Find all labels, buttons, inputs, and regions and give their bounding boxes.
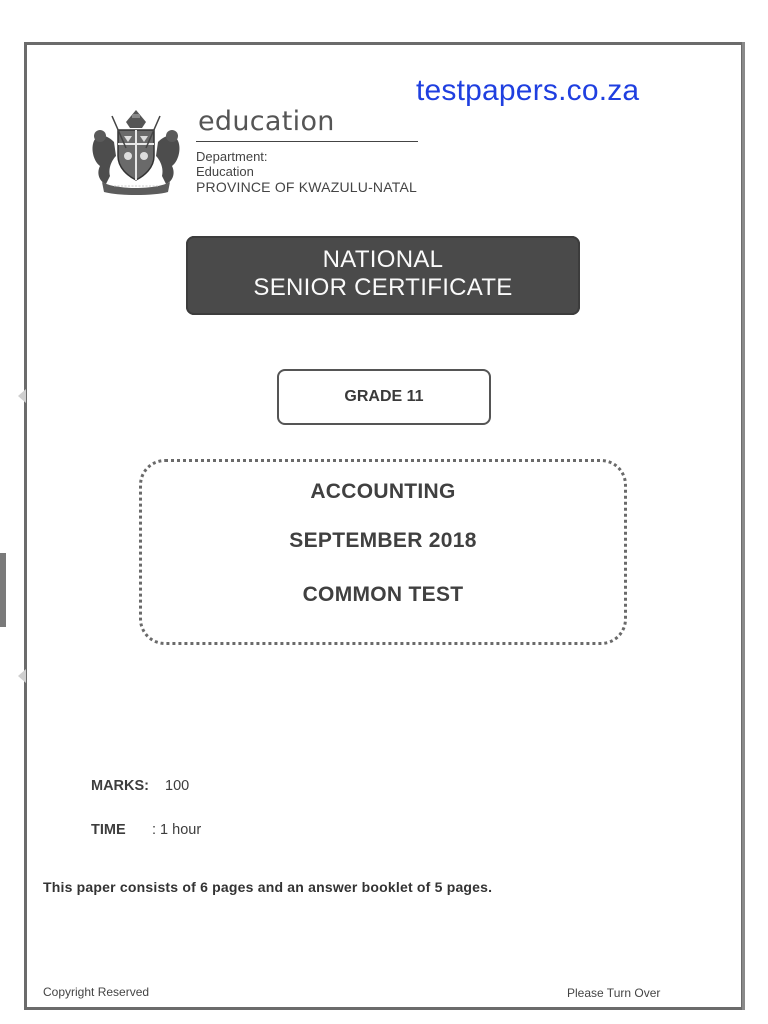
- education-heading: education: [198, 106, 335, 137]
- certificate-line-1: NATIONAL: [322, 246, 444, 273]
- scan-notch-lower: [18, 669, 26, 683]
- department-label: Department:: [196, 149, 268, 164]
- copyright-footer: Copyright Reserved: [43, 985, 150, 999]
- department-name: Education: [196, 164, 254, 179]
- exam-date: SEPTEMBER 2018: [289, 529, 477, 552]
- time-value: : 1 hour: [152, 822, 202, 838]
- certificate-line-2: SENIOR CERTIFICATE: [253, 274, 513, 301]
- subject-name: ACCOUNTING: [310, 480, 456, 503]
- pages-note: This paper consists of 6 pages and an answer booklet of 5 pages.: [43, 879, 493, 895]
- certificate-banner: [186, 236, 580, 315]
- marks-label: MARKS:: [91, 778, 149, 794]
- page-border-right: [742, 42, 745, 1010]
- province-name: PROVINCE OF KWAZULU-NATAL: [196, 179, 417, 195]
- education-underline: [196, 141, 418, 142]
- time-label: TIME: [91, 822, 126, 838]
- marks-value: 100: [165, 778, 190, 794]
- scan-notch-upper: [18, 389, 26, 403]
- subject-box: [139, 459, 627, 645]
- scan-edge-mark: [0, 553, 6, 627]
- grade-box: GRADE 11: [277, 369, 491, 425]
- watermark-text[interactable]: testpapers.co.za: [416, 74, 640, 107]
- exam-type: COMMON TEST: [302, 583, 464, 606]
- turn-over-footer: Please Turn Over: [567, 986, 661, 1000]
- coat-of-arms-icon: [86, 108, 186, 196]
